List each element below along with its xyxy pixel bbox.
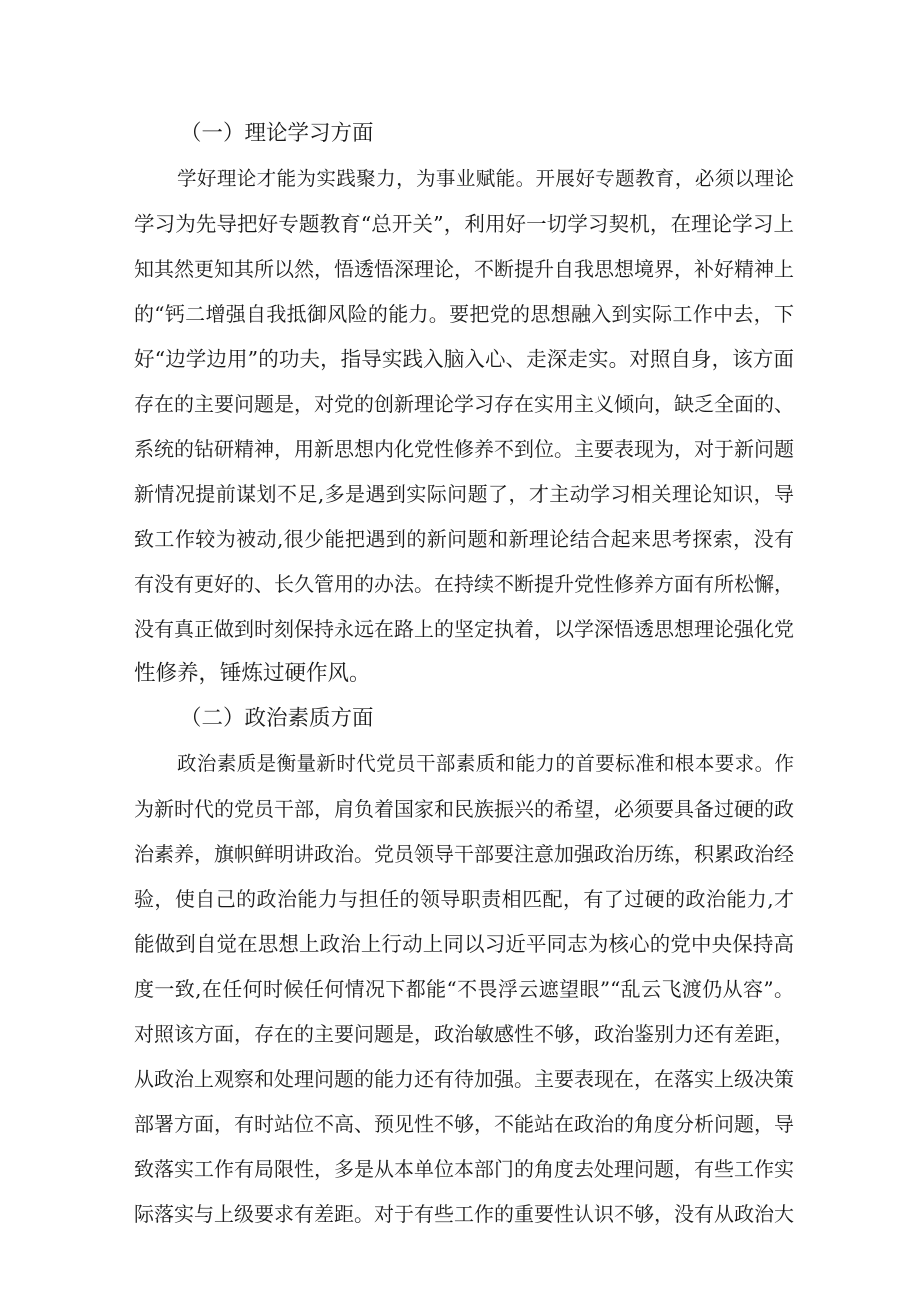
paragraph-line: 为新时代的党员干部，肩负着国家和民族振兴的希望，必须要具备过硬的政 [134,797,794,821]
paragraph-line: 存在的主要问题是，对党的创新理论学习存在实用主义倾向，缺乏全面的、 [134,392,794,416]
paragraph-line: 对照该方面，存在的主要问题是，政治敏感性不够，政治鉴别力还有差距， [134,1022,794,1046]
paragraph-line: 致工作较为被动,很少能把遇到的新问题和新理论结合起来思考探索，没有 [134,527,794,551]
paragraph-line: 验，使自己的政治能力与担任的领导职责相匹配，有了过硬的政治能力,才 [134,887,794,911]
section-heading-theory: （一）理论学习方面 [180,121,374,146]
paragraph-line: 的“钙二增强自我抵御风险的能力。要把党的思想融入到实际工作中去，下 [134,302,794,326]
paragraph-line: 新情况提前谋划不足,多是遇到实际问题了，才主动学习相关理论知识，导 [134,482,794,506]
paragraph-line: 好“边学边用”的功夫，指导实践入脑入心、走深走实。对照自身，该方面 [134,347,794,371]
paragraph-line: 性修养，锤炼过硬作风。 [134,661,371,686]
paragraph-line: 学习为先导把好专题教育“总开关”，利用好一切学习契机，在理论学习上 [134,212,794,236]
paragraph-line: 从政治上观察和处理问题的能力还有待加强。主要表现在，在落实上级决策 [134,1067,794,1091]
paragraph-line: 际落实与上级要求有差距。对于有些工作的重要性认识不够，没有从政治大 [134,1202,794,1226]
paragraph-line: 度一致,在任何时候任何情况下都能“不畏浮云遮望眼”“乱云飞渡仍从容”。 [134,977,794,1001]
paragraph-line: 没有真正做到时刻保持永远在路上的坚定执着，以学深悟透思想理论强化党 [134,617,794,641]
paragraph-line: 部署方面，有时站位不高、预见性不够，不能站在政治的角度分析问题，导 [134,1112,794,1136]
paragraph-line: 治素养，旗帜鲜明讲政治。党员领导干部要注意加强政治历练，积累政治经 [134,842,794,866]
paragraph-line: 能做到自觉在思想上政治上行动上同以习近平同志为核心的党中央保持高 [134,932,794,956]
paragraph-line: 政治素质是衡量新时代党员干部素质和能力的首要标准和根本要求。作 [177,752,794,775]
paragraph-line: 有没有更好的、长久管用的办法。在持续不断提升党性修养方面有所松懈， [134,572,794,596]
paragraph-line: 致落实工作有局限性，多是从本单位本部门的角度去处理问题，有些工作实 [134,1157,794,1181]
paragraph-line: 学好理论才能为实践聚力，为事业赋能。开展好专题教育，必须以理论 [177,167,794,190]
paragraph-line: 知其然更知其所以然，悟透悟深理论，不断提升自我思想境界，补好精神上 [134,257,794,281]
section-heading-politics: （二）政治素质方面 [180,706,374,731]
paragraph-line: 系统的钻研精神，用新思想内化党性修养不到位。主要表现为，对于新问题 [134,437,794,461]
